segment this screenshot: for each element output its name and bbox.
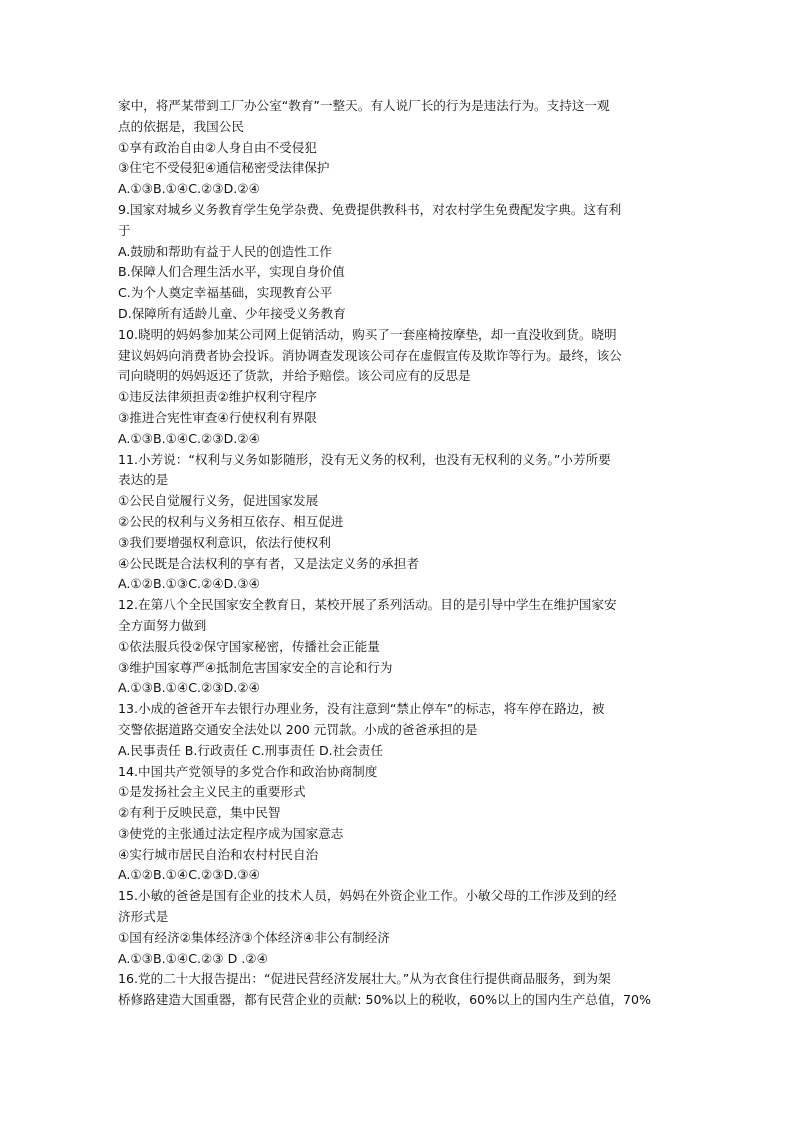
option-line: ③我们要增强权利意识，依法行使权利 [118, 534, 331, 550]
text-line: 全方面努力做到 [118, 617, 207, 633]
option-line: C.为个人奠定幸福基础，实现教育公平 [118, 285, 333, 301]
answer-choices: A.①②B.①③C.②④D.③④ [118, 576, 260, 592]
question-9: 9.国家对城乡义务教育学生免学杂费、免费提供教科书，对农村学生免费配发字典。这有利 [118, 201, 622, 217]
question-16: 16.党的二十大报告提出：“促进民营经济发展壮大。”从为衣食住行提供商品服务，到为架 [118, 971, 611, 987]
option-line: ①国有经济②集体经济③个体经济④非公有制经济 [118, 929, 390, 945]
option-line: ④实行城市居民自治和农村村民自治 [118, 846, 319, 862]
text-line: 家中，将严某带到工厂办公室“教育”一整天。有人说厂长的行为是违法行为。支持这一观 [118, 98, 610, 113]
question-11: 11.小芳说：“权利与义务如影随形，没有无义务的权利，也没有无权利的义务。”小芳所要 [118, 451, 611, 467]
text-line: 济形式是 [118, 909, 169, 925]
text-line: 司向晓明的妈妈返还了货款，并给予赔偿。该公司应有的反思是 [118, 368, 471, 384]
question-13: 13.小成的爸爸开车去银行办理业务，没有注意到“禁止停车”的标志，将车停在路边，被 [118, 701, 605, 717]
question-12: 12.在第八个全民国家安全教育日，某校开展了系列活动。目的是引导中学生在维护国家安 [118, 597, 617, 613]
document-page [118, 96, 680, 1011]
answer-choices: A.①②B.①④C.②③D.③④ [118, 867, 260, 883]
text-line: 桥修路建造大国重器，都有民营企业的贡献: 50%以上的税收，60%以上的国内生产总值，70% [118, 992, 652, 1008]
option-line: D.保障所有适龄儿童、少年接受义务教育 [118, 305, 346, 321]
answer-choices: A.①③B.①④C.②③ D .②④ [118, 950, 268, 966]
question-14: 14.中国共产党领导的多党合作和政治协商制度 [118, 763, 378, 779]
option-line: ③使党的主张通过法定程序成为国家意志 [118, 825, 344, 841]
option-line: ①是发扬社会主义民主的重要形式 [118, 784, 306, 800]
option-line: ④公民既是合法权利的享有者，又是法定义务的承担者 [118, 555, 419, 571]
option-line: ①违反法律须担责②维护权利守程序 [118, 389, 317, 405]
option-line: ①依法服兵役②保守国家秘密，传播社会正能量 [118, 638, 380, 654]
text-line: 点的依据是，我国公民 [118, 118, 244, 134]
text-line: 建议妈妈向消费者协会投诉。消协调查发现该公司存在虚假宣传及欺诈等行为。最终，该公 [118, 347, 622, 363]
option-line: ②公民的权利与义务相互依存、相互促进 [118, 513, 344, 529]
text-line: 表达的是 [118, 472, 169, 488]
option-line: ②有利于反映民意，集中民智 [118, 805, 281, 821]
option-line: ③维护国家尊严④抵制危害国家安全的言论和行为 [118, 659, 393, 675]
question-15: 15.小敏的爸爸是国有企业的技术人员，妈妈在外资企业工作。小敏父母的工作涉及到的经 [118, 888, 617, 904]
option-line: ③住宅不受侵犯④通信秘密受法律保护 [118, 160, 330, 176]
option-line: ①公民自觉履行义务，促进国家发展 [118, 493, 319, 509]
text-line: 交警依据道路交通安全法处以 200 元罚款。小成的爸爸承担的是 [118, 721, 478, 737]
answer-choices: A.民事责任 B.行政责任 C.刑事责任 D.社会责任 [118, 742, 384, 758]
option-line: A.鼓励和帮助有益于人民的创造性工作 [118, 243, 332, 259]
option-line: B.保障人们合理生活水平，实现自身价值 [118, 264, 345, 280]
question-10: 10.晓明的妈妈参加某公司网上促销活动，购买了一套座椅按摩垫，却一直没收到货。晓明 [118, 326, 617, 342]
answer-choices: A.①③B.①④C.②③D.②④ [118, 430, 260, 446]
answer-choices: A.①③B.①④C.②③D.②④ [118, 680, 260, 696]
answer-choices: A.①③B.①④C.②③D.②④ [118, 181, 260, 197]
option-line: ①享有政治自由②人身自由不受侵犯 [118, 139, 317, 155]
text-line: 于 [118, 222, 131, 238]
option-line: ③推进合宪性审查④行使权利有界限 [118, 409, 317, 425]
